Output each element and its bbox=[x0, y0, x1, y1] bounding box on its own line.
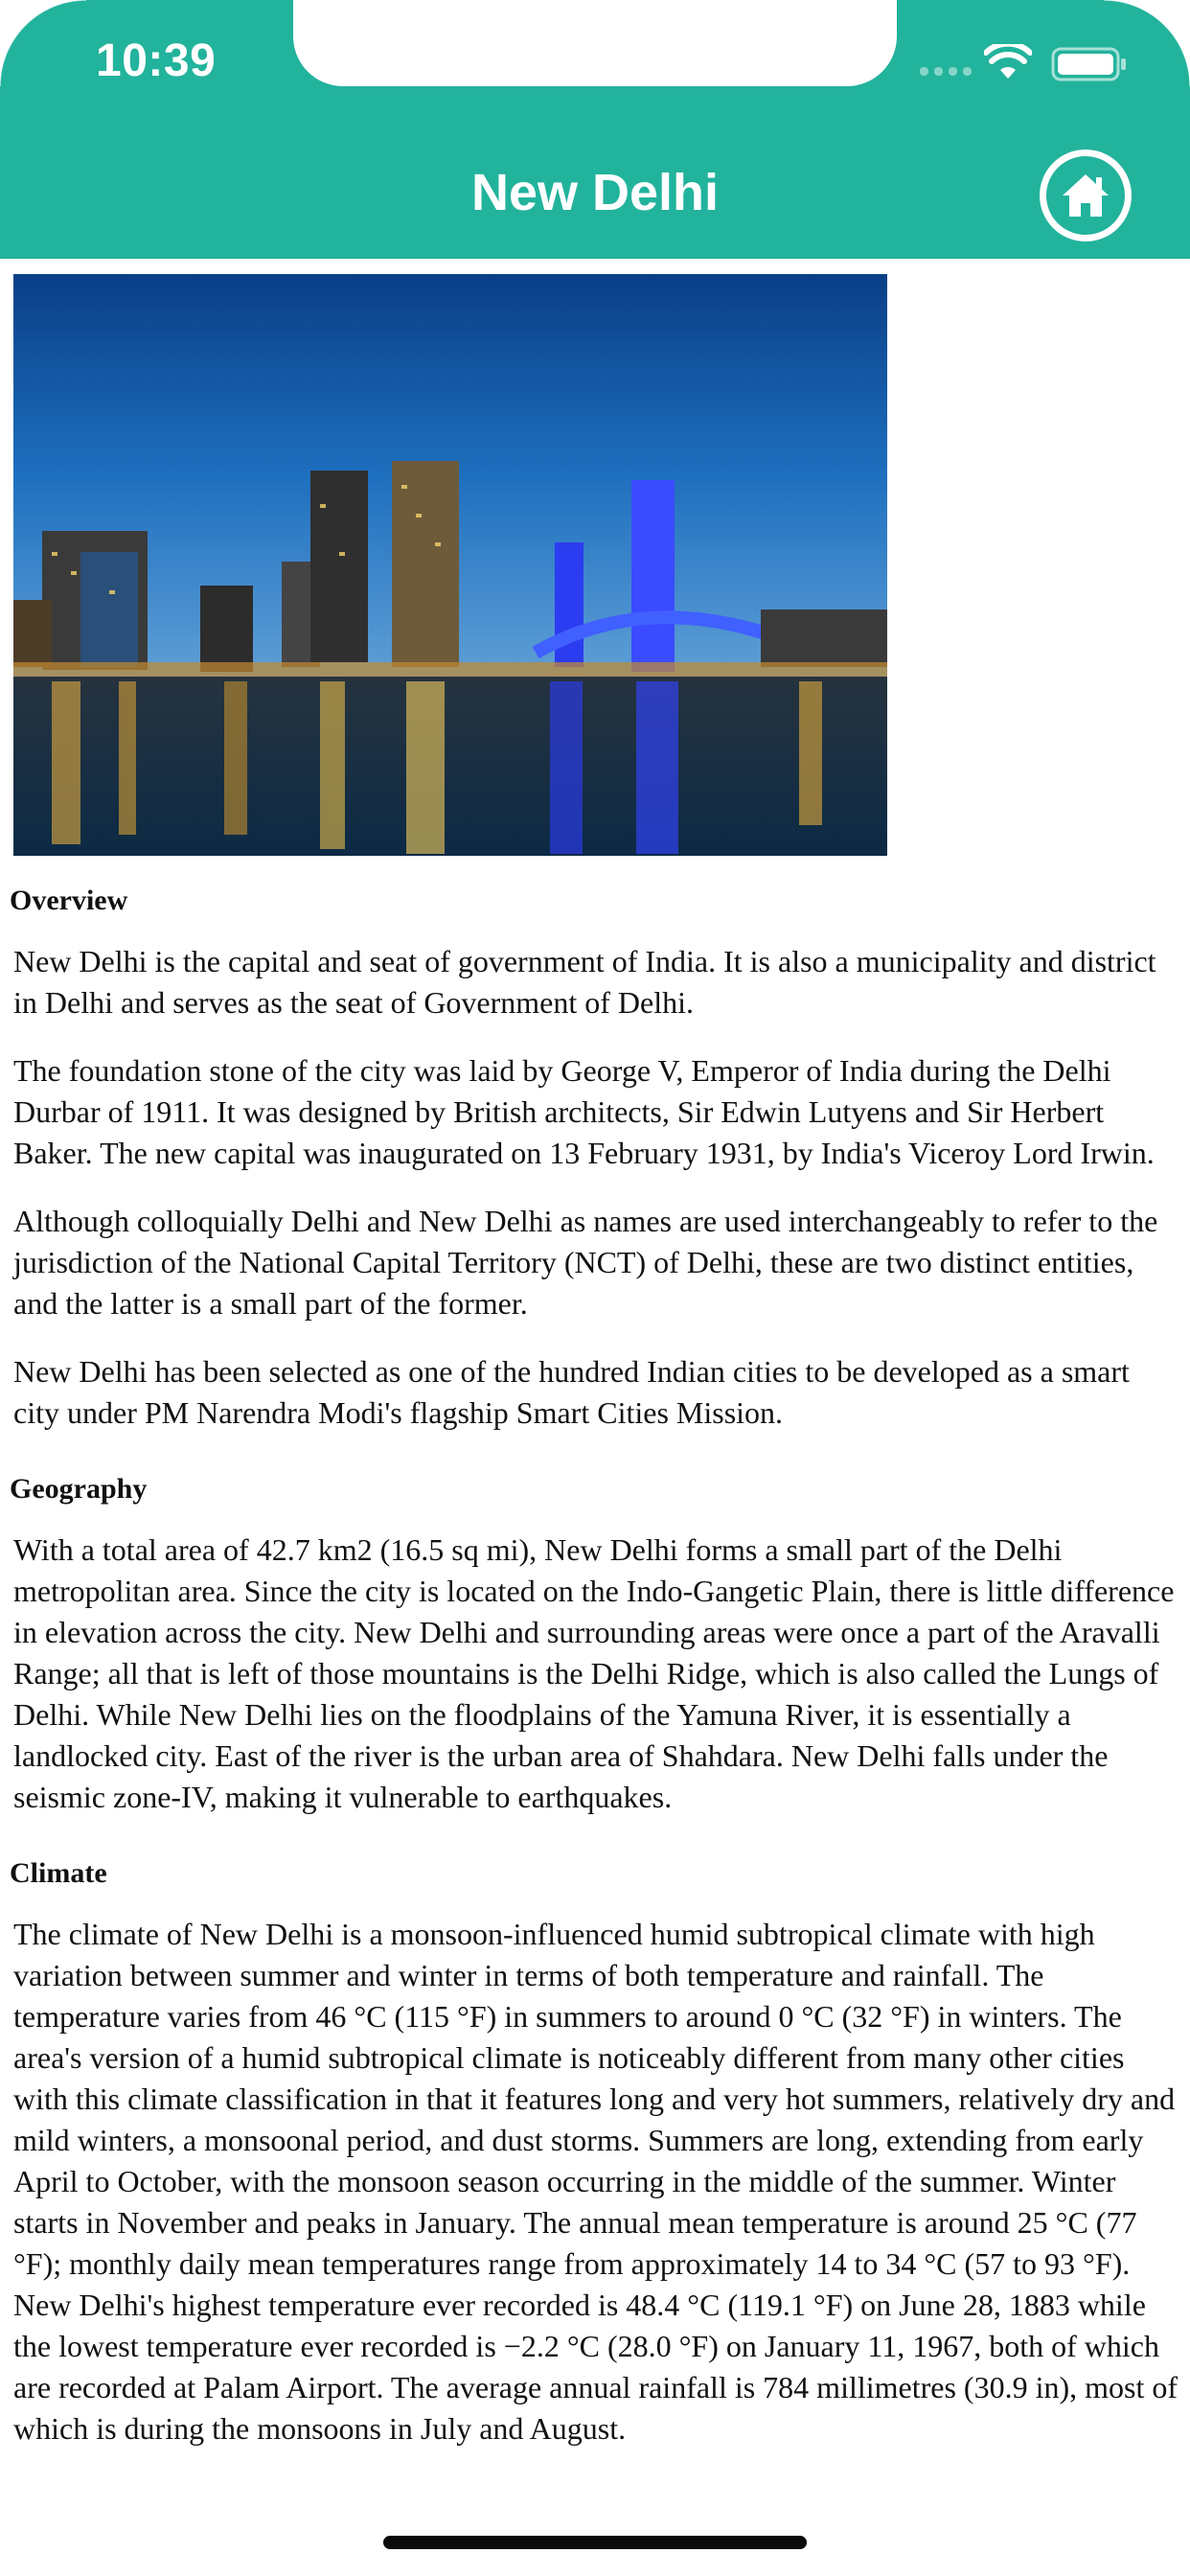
paragraph: New Delhi is the capital and seat of government of India. It is also a municipality and district in Delhi and serves as the seat of Government of Delhi. bbox=[13, 944, 1156, 1020]
nav-header bbox=[0, 0, 1190, 259]
status-time: 10:39 bbox=[96, 35, 217, 86]
battery-icon bbox=[1051, 47, 1128, 81]
section-heading: Climate bbox=[10, 1857, 107, 1889]
paragraph: With a total area of 42.7 km2 (16.5 sq mi), New Delhi forms a small part of the Delhi metropolitan area. Since the city is located on the Indo-Gangetic Plain, there is little difference in elevation across the city. New Delhi and surrounding areas were once a part of the Aravalli Range; all that is left of those mountains is the Delhi Ridge, which is also called the Lungs of Delhi. While New Delhi lies on the floodplains of the Yamuna River, it is essentially a landlocked city. East of the river is the urban area of Shahdara. New Delhi falls under the seismic zone-IV, making it vulnerable to earthquakes. bbox=[13, 1532, 1175, 1814]
page-title: New Delhi bbox=[470, 164, 720, 221]
home-button[interactable] bbox=[1040, 150, 1132, 242]
paragraph: The climate of New Delhi is a monsoon-influenced humid subtropical climate with high variation between summer and winter in terms of both temperature and rainfall. The temperature varies from 46 °C (115 °F) in summers to around 0 °C (32 °F) in winters. The area's version of a humid subtropical climate is noticeably different from many other cities with this climate classification in that it features long and very hot summers, relatively dry and mild winters, a monsoonal period, and dust storms. Summers are long, extending from early April to October, with the monsoon season occurring in the middle of the summer. Winter starts in November and peaks in January. The annual mean temperature is around 25 °C (77 °F); monthly daily mean temperatures range from approximately 14 to 34 °C (57 to 93 °F). New Delhi's highest temperature ever recorded is 48.4 °C (119.1 °F) on June 28, 1883 while the lowest temperature ever recorded is −2.2 °C (28.0 °F) on January 11, 1967, both of which are recorded at Palam Airport. The average annual rainfall is 784 millimetres (30.9 in), most of which is during the monsoons in July and August. bbox=[13, 1917, 1179, 2446]
city-skyline-image bbox=[13, 274, 887, 856]
paragraph: Although colloquially Delhi and New Delhi as names are used interchangeably to refer to the jurisdiction of the National Capital Territory (NCT) of Delhi, these are two distinct entities, and the latter is a small part of the former. bbox=[13, 1204, 1158, 1321]
paragraph: The foundation stone of the city was laid by George V, Emperor of India during the Delhi Durbar of 1911. It was designed by British architects, Sir Edwin Lutyens and Sir Herbert Baker. The new capital was inaugurated on 13 February 1931, by India's Viceroy Lord Irwin. bbox=[13, 1053, 1155, 1170]
home-indicator[interactable] bbox=[383, 2536, 807, 2549]
wifi-icon bbox=[984, 44, 1032, 80]
cellular-signal-icon bbox=[920, 67, 972, 76]
section-heading: Geography bbox=[10, 1473, 148, 1505]
device-notch bbox=[293, 0, 897, 86]
section-climate bbox=[10, 1845, 1180, 2450]
paragraph: New Delhi has been selected as one of the hundred Indian cities to be developed as a smart city under PM Narendra Modi's flagship Smart Cities Mission. bbox=[13, 1354, 1130, 1430]
article-body bbox=[10, 872, 1180, 2476]
screen-corner bbox=[0, 0, 86, 86]
section-geography bbox=[10, 1460, 1180, 1818]
section-overview bbox=[10, 872, 1180, 1434]
home-icon bbox=[1060, 172, 1111, 219]
section-heading: Overview bbox=[10, 885, 128, 916]
